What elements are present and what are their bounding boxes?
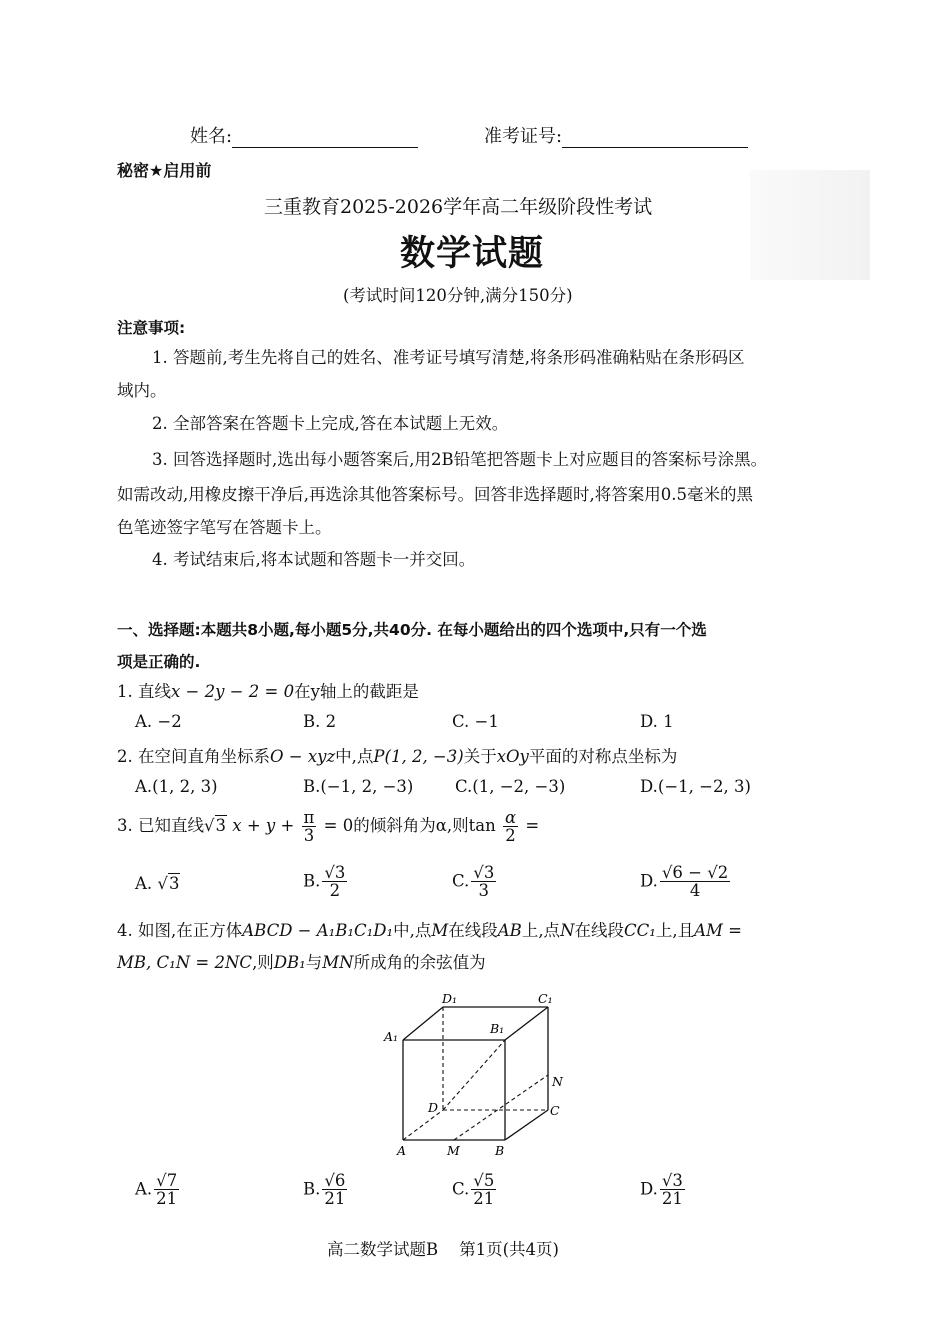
edge-bc <box>505 1110 548 1140</box>
label-b1: B₁ <box>490 1021 505 1036</box>
q2-option-a: A.(1, 2, 3) <box>135 777 218 796</box>
q2-option-c: C.(1, −2, −3) <box>455 777 566 796</box>
q1-equation: x − 2y − 2 = 0 <box>171 682 295 701</box>
name-underline <box>232 127 418 148</box>
question-1: 1. 直线x − 2y − 2 = 0在y轴上的截距是 <box>117 682 419 701</box>
cube-figure <box>370 985 580 1165</box>
notes-heading: 注意事项: <box>117 319 186 337</box>
section-1-line-2: 项是正确的. <box>117 653 201 671</box>
q2-option-b: B.(−1, 2, −3) <box>303 777 414 796</box>
label-c1: C₁ <box>538 991 553 1006</box>
q4-option-b: B. $\frac{√6}{21}$ <box>303 1171 346 1209</box>
q3-option-a: A. √3 <box>135 874 180 893</box>
segment-mn <box>454 1075 548 1140</box>
section-1-line-1: 一、选择题:本题共8小题,每小题5分,共40分. 在每小题给出的四个选项中,只有一个选 <box>117 621 707 639</box>
edge-b1c1 <box>505 1007 548 1040</box>
name-field: 姓名: <box>190 122 418 148</box>
note-3-line-1: 3. 回答选择题时,选出每小题答案后,用2B铅笔把答题卡上对应题目的答案标号涂黑。 <box>152 450 768 469</box>
q3-pi-over-3: $\frac{\pi}{3}$ <box>303 807 315 845</box>
label-a: A <box>397 1143 407 1158</box>
edge-a1d1 <box>403 1007 443 1040</box>
footer <box>327 1236 559 1260</box>
label-d: D <box>428 1100 439 1115</box>
exam-id-field: 准考证号: <box>484 122 748 148</box>
q3-option-b: B. $\frac{√3}{2}$ <box>303 863 346 901</box>
label-m: M <box>447 1143 460 1158</box>
exam-id-underline <box>562 127 748 148</box>
note-1-line-2: 域内。 <box>117 381 167 400</box>
scan-shadow <box>750 170 870 280</box>
label-n: N <box>552 1074 563 1089</box>
label-b: B <box>495 1143 505 1158</box>
exam-title: 三重教育2025-2026学年高二年级阶段性考试 <box>264 196 653 218</box>
note-3-line-2: 如需改动,用橡皮擦干净后,再选涂其他答案标号。回答非选择题时,将答案用0.5毫米的黑 <box>117 485 753 504</box>
question-4-line-1: 4. 如图,在正方体ABCD − A₁B₁C₁D₁中,点M在线段AB上,点N在线段CC₁上,且AM = <box>117 921 743 940</box>
q4-option-a: A. $\frac{√7}{21}$ <box>135 1171 178 1209</box>
diagonal-db1 <box>443 1040 505 1110</box>
label-a1: A₁ <box>384 1029 399 1044</box>
q3-sqrt: √3 <box>204 816 227 835</box>
q1-option-c: C. −1 <box>452 712 499 731</box>
q3-alpha-over-2: $\frac{\alpha}{2}$ <box>504 807 517 845</box>
question-4-line-2: MB, C₁N = 2NC,则DB₁与MN所成角的余弦值为 <box>117 953 486 972</box>
note-3-line-3: 色笔迹签字笔写在答题卡上。 <box>117 518 332 537</box>
q1-option-d: D. 1 <box>640 712 674 731</box>
label-c: C <box>550 1103 560 1118</box>
question-2: 2. 在空间直角坐标系O − xyz中,点P(1, 2, −3)关于xOy平面的对称点坐标为 <box>117 747 678 766</box>
q1-option-b: B. 2 <box>303 712 337 731</box>
footer-page: 第1页(共4页) <box>459 1240 559 1259</box>
q3-option-d: D. $\frac{√6 - √2}{4}$ <box>640 863 729 901</box>
note-2: 2. 全部答案在答题卡上完成,答在本试题上无效。 <box>152 414 509 433</box>
label-d1: D₁ <box>442 991 458 1006</box>
q4-option-c: C. $\frac{√5}{21}$ <box>452 1171 495 1209</box>
secret-label: 秘密★启用前 <box>117 161 212 180</box>
q3-option-c: C. $\frac{√3}{3}$ <box>452 863 495 901</box>
note-4: 4. 考试结束后,将本试题和答题卡一并交回。 <box>152 550 476 569</box>
footer-title: 高二数学试题B <box>327 1240 439 1259</box>
question-3: 3. 已知直线√3 x + y + $\frac{\pi}{3}$ = 0的倾斜角为α,则tan $\frac{\alpha}{2}$ = <box>117 807 540 845</box>
q4-option-d: D. $\frac{√3}{21}$ <box>640 1171 683 1209</box>
note-1-line-1: 1. 答题前,考生先将自己的姓名、准考证号填写清楚,将条形码准确粘贴在条形码区 <box>152 348 745 367</box>
time-note: (考试时间120分钟,满分150分) <box>343 286 573 305</box>
q1-option-a: A. −2 <box>135 712 182 731</box>
subject-title: 数学试题 <box>400 233 545 274</box>
q2-option-d: D.(−1, −2, 3) <box>640 777 751 796</box>
